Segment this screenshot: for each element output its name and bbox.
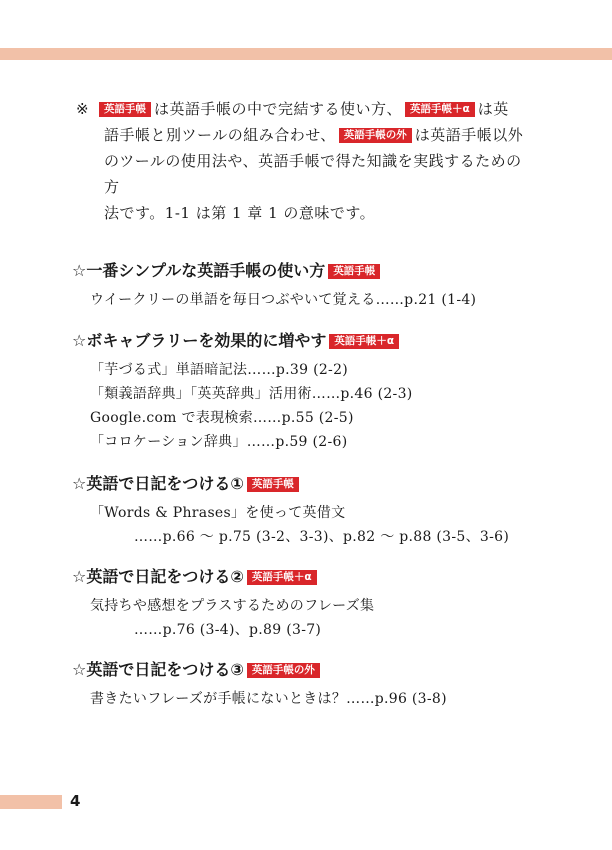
section-heading: ☆ボキャブラリーを効果的に増やす 英語手帳＋α xyxy=(72,330,542,352)
toc-entry[interactable]: Google.com で表現検索……p.55 (2-5) xyxy=(90,410,354,426)
top-decorative-bar xyxy=(0,48,612,60)
section-heading: ☆一番シンプルな英語手帳の使い方 英語手帳 xyxy=(72,260,542,282)
toc-entry[interactable]: 「Words & Phrases」を使って英借文 xyxy=(90,505,346,521)
note-line: のツールの使用法や、英語手帳で得た知識を実践するための方 xyxy=(104,152,522,196)
note-mark: ※ xyxy=(76,100,90,118)
toc-entry[interactable]: 「類義語辞典」「英英辞典」活用術……p.46 (2-3) xyxy=(90,386,413,402)
section-tag: 英語手帳 xyxy=(328,264,380,279)
section-heading: ☆英語で日記をつける③ 英語手帳の外 xyxy=(72,659,542,681)
section-diary-2 xyxy=(72,566,542,642)
toc-entry[interactable]: 「芋づる式」単語暗記法……p.39 (2-2) xyxy=(90,362,349,378)
toc-entry[interactable]: ウイークリーの単語を毎日つぶやいて覚える……p.21 (1-4) xyxy=(90,292,477,308)
note-text: は英語手帳の中で完結する使い方、 xyxy=(154,100,403,118)
toc-entry[interactable]: 気持ちや感想をプラスするためのフレーズ集 xyxy=(90,598,375,614)
toc-entry-pages[interactable]: ……p.66 ～ p.75 (3-2、3-3)、p.82 ～ p.88 (3-5、3-6) xyxy=(134,529,510,545)
section-tag: 英語手帳 xyxy=(247,477,299,492)
toc-entry[interactable]: 書きたいフレーズが手帳にないときは？……p.96 (3-8) xyxy=(90,691,447,707)
toc-entry[interactable]: 「コロケーション辞典」……p.59 (2-6) xyxy=(90,434,348,450)
page-number: 4 xyxy=(70,792,81,810)
note-line: 語手帳と別ツールの組み合わせ、 英語手帳の外 は英語手帳以外 xyxy=(104,126,524,144)
section-tag: 英語手帳＋α xyxy=(247,570,317,585)
section-tag: 英語手帳＋α xyxy=(329,334,399,349)
note-line: 法です。1-1 は第 1 章 1 の意味です。 xyxy=(104,204,376,222)
section-diary-3 xyxy=(72,659,542,711)
section-heading: ☆英語で日記をつける① 英語手帳 xyxy=(72,473,542,495)
section-simple-usage xyxy=(72,260,542,312)
section-tag: 英語手帳の外 xyxy=(247,663,320,678)
toc-entry-pages[interactable]: ……p.76 (3-4)、p.89 (3-7) xyxy=(134,622,322,638)
section-heading: ☆英語で日記をつける② 英語手帳＋α xyxy=(72,566,542,588)
tag-eigo-techo-plus: 英語手帳＋α xyxy=(405,102,475,117)
note-text: は英 xyxy=(477,100,509,118)
section-diary-1 xyxy=(72,473,542,549)
legend-note xyxy=(76,96,536,226)
section-vocabulary xyxy=(72,330,542,454)
tag-eigo-techo-outside: 英語手帳の外 xyxy=(339,128,412,143)
page-number-bar xyxy=(0,795,62,809)
tag-eigo-techo: 英語手帳 xyxy=(99,102,151,117)
